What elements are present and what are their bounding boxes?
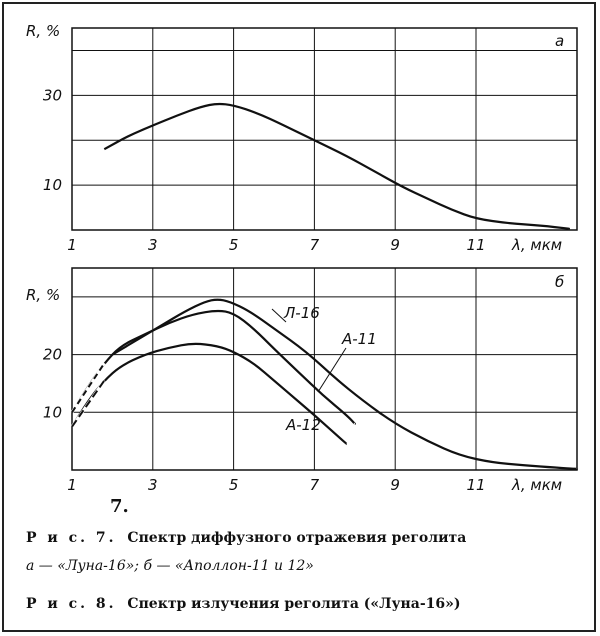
y-tick-label: 20 — [42, 345, 62, 364]
series-label-l16: Л-16 — [284, 304, 320, 322]
x-tick-label: 11 — [466, 476, 486, 494]
x-tick-label: 1 — [67, 476, 77, 494]
panel-a-label: а — [555, 32, 565, 50]
panel-a — [26, 22, 577, 254]
panel-b-ylabel: R, % — [26, 286, 61, 304]
series-label-a11: А-11 — [342, 330, 377, 348]
y-tick-label: 10 — [42, 403, 62, 422]
panel-b-label: б — [555, 273, 565, 291]
caption-fig7-sub: а — «Луна-16»; б — «Аполлон-11 и 12» — [26, 558, 314, 574]
x-tick-label: 5 — [228, 476, 239, 494]
x-tick-label: 5 — [228, 236, 239, 254]
caption-fig8 — [26, 596, 461, 612]
x-tick-label: 3 — [148, 236, 158, 254]
caption-fig8-text: Спектр излучения реголита («Луна-16») — [127, 596, 461, 612]
x-tick-label: 7 — [309, 236, 320, 254]
series-line-А-11 — [72, 311, 355, 424]
x-tick-label: 7 — [309, 476, 320, 494]
x-tick-label: 9 — [390, 476, 400, 494]
caption-fig8-label: Р и с. 8. — [26, 596, 117, 612]
panel-a-ylabel: R, % — [26, 22, 61, 40]
series-line-panel0-0 — [104, 104, 569, 229]
caption-fig7-text: Спектр диффузного отражевия реголита — [127, 530, 467, 546]
figure-number: 7. — [110, 496, 129, 517]
caption-fig7 — [26, 530, 466, 546]
panel-b-xlabel: λ, мкм — [512, 476, 563, 494]
x-tick-label: 11 — [466, 236, 486, 254]
panel-a-xlabel: λ, мкм — [512, 236, 563, 254]
x-tick-label: 9 — [390, 236, 400, 254]
x-tick-label: 1 — [67, 236, 77, 254]
x-tick-label: 3 — [148, 476, 158, 494]
y-tick-label: 30 — [42, 86, 62, 105]
panel-b — [26, 268, 577, 494]
caption-fig7-label: Р и с. 7. — [26, 530, 117, 546]
series-label-a12: А-12 — [286, 416, 321, 434]
y-tick-label: 10 — [42, 176, 62, 195]
panel-a-frame — [72, 28, 577, 230]
